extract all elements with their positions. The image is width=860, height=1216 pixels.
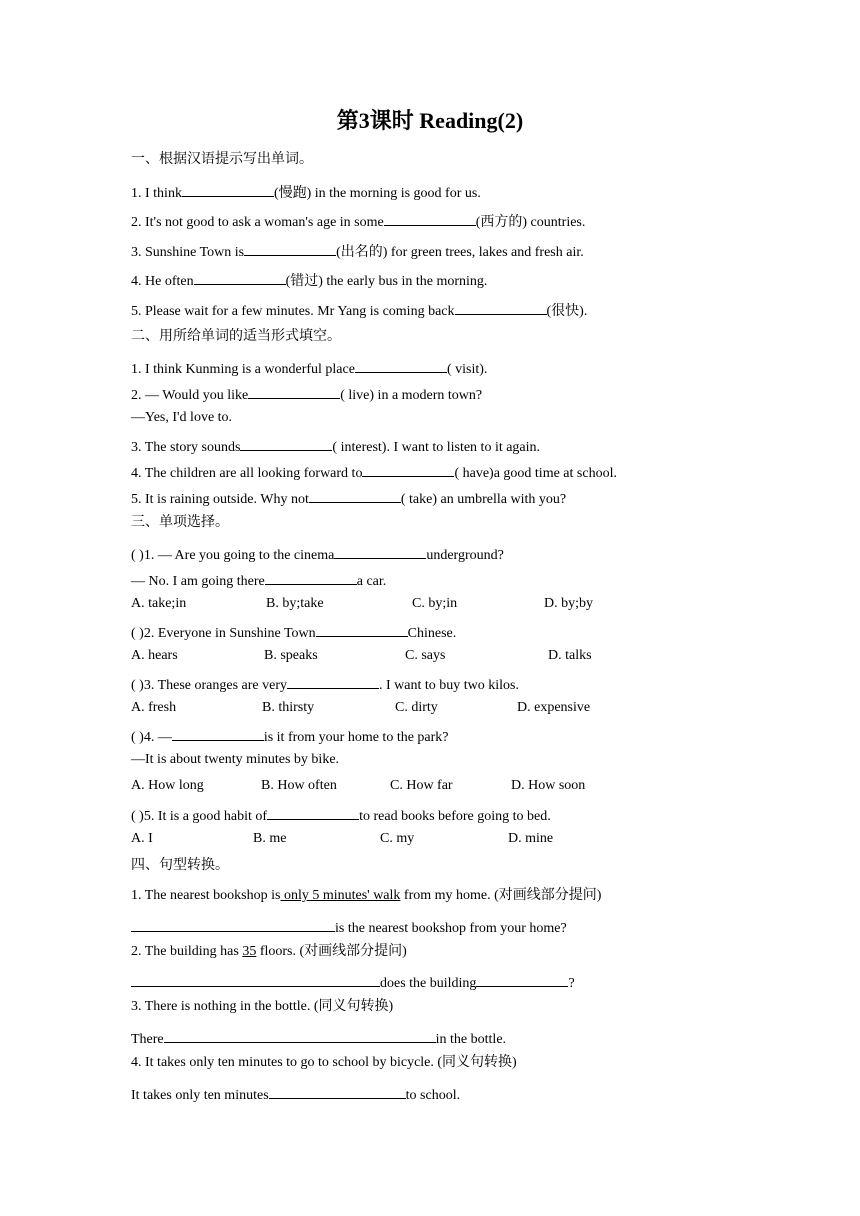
s2-question-3: 3. The story sounds ( interest). I want to listen to it again. xyxy=(131,435,540,457)
answer-blank[interactable] xyxy=(287,673,379,689)
answer-blank[interactable] xyxy=(355,357,447,373)
answer-blank[interactable] xyxy=(362,461,454,477)
s3-question-4: ( )4. — is it from your home to the park? xyxy=(131,725,449,747)
s3-question-4-reply: —It is about twenty minutes by bike. xyxy=(131,752,340,767)
option-d: D. How soon xyxy=(511,778,586,793)
option-c: C. my xyxy=(380,831,415,846)
section-4-heading: 四、句型转换。 xyxy=(131,858,229,873)
answer-blank[interactable] xyxy=(164,1027,436,1043)
s4-answer-1: is the nearest bookshop from your home? xyxy=(131,916,567,938)
s1-question-3: 3. Sunshine Town is (出名的) for green trees, lakes and fresh air. xyxy=(131,240,584,262)
answer-blank[interactable] xyxy=(131,916,335,932)
s4-question-1: 1. The nearest bookshop is only 5 minutes' walk from my home. (对画线部分提问) xyxy=(131,888,602,903)
option-d: D. by;by xyxy=(544,596,593,611)
answer-blank[interactable] xyxy=(309,487,401,503)
s3-question-5: ( )5. It is a good habit of to read books before going to bed. xyxy=(131,804,551,826)
option-c: C. dirty xyxy=(395,700,438,715)
section-2-heading: 二、用所给单词的适当形式填空。 xyxy=(131,329,341,344)
s2-question-5: 5. It is raining outside. Why not ( take) an umbrella with you? xyxy=(131,487,566,509)
option-b: B. speaks xyxy=(264,648,318,663)
answer-blank[interactable] xyxy=(476,971,568,987)
option-a: A. How long xyxy=(131,778,204,793)
option-b: B. me xyxy=(253,831,287,846)
option-a: A. take;in xyxy=(131,596,187,611)
answer-blank[interactable] xyxy=(131,971,380,987)
answer-blank[interactable] xyxy=(334,543,426,559)
option-a: A. fresh xyxy=(131,700,177,715)
s1-question-4: 4. He often (错过) the early bus in the morning. xyxy=(131,269,487,291)
s3-question-2: ( )2. Everyone in Sunshine Town Chinese. xyxy=(131,621,456,643)
option-c: C. by;in xyxy=(412,596,458,611)
section-3-heading: 三、单项选择。 xyxy=(131,515,229,530)
underlined-phrase: only 5 minutes' walk xyxy=(280,888,401,903)
answer-blank[interactable] xyxy=(182,181,274,197)
option-a: A. I xyxy=(131,831,153,846)
page-title: 第3课时 Reading(2) xyxy=(336,108,524,133)
answer-blank[interactable] xyxy=(194,269,286,285)
answer-blank[interactable] xyxy=(244,240,336,256)
s2-question-2: 2. — Would you like ( live) in a modern town? xyxy=(131,383,482,405)
s2-question-2-reply: —Yes, I'd love to. xyxy=(131,410,233,425)
option-c: C. How far xyxy=(390,778,453,793)
option-c: C. says xyxy=(405,648,446,663)
section-1-heading: 一、根据汉语提示写出单词。 xyxy=(131,152,313,167)
s3-question-3: ( )3. These oranges are very . I want to buy two kilos. xyxy=(131,673,519,695)
s4-question-3: 3. There is nothing in the bottle. (同义句转换) xyxy=(131,999,394,1014)
option-b: B. How often xyxy=(261,778,337,793)
option-b: B. by;take xyxy=(266,596,324,611)
s2-question-4: 4. The children are all looking forward to ( have)a good time at school. xyxy=(131,461,617,483)
option-d: D. mine xyxy=(508,831,554,846)
s3-question-1-reply: — No. I am going there a car. xyxy=(131,569,386,591)
s1-question-1: 1. I think (慢跑) in the morning is good for us. xyxy=(131,181,481,203)
answer-blank[interactable] xyxy=(384,210,476,226)
option-d: D. talks xyxy=(548,648,592,663)
answer-blank[interactable] xyxy=(267,804,359,820)
s4-answer-3: There in the bottle. xyxy=(131,1027,506,1049)
s2-question-1: 1. I think Kunming is a wonderful place ( visit). xyxy=(131,357,487,379)
underlined-number: 35 xyxy=(242,944,257,959)
answer-blank[interactable] xyxy=(265,569,357,585)
answer-blank[interactable] xyxy=(240,435,332,451)
option-d: D. expensive xyxy=(517,700,591,715)
s1-question-5: 5. Please wait for a few minutes. Mr Yang is coming back (很快). xyxy=(131,299,587,321)
s1-question-2: 2. It's not good to ask a woman's age in some (西方的) countries. xyxy=(131,210,585,232)
answer-blank[interactable] xyxy=(455,299,547,315)
answer-blank[interactable] xyxy=(316,621,408,637)
answer-blank[interactable] xyxy=(248,383,340,399)
s4-answer-4: It takes only ten minutes to school. xyxy=(131,1083,460,1105)
option-b: B. thirsty xyxy=(262,700,315,715)
option-a: A. hears xyxy=(131,648,178,663)
answer-blank[interactable] xyxy=(269,1083,406,1099)
s4-question-4: 4. It takes only ten minutes to go to school by bicycle. (同义句转换) xyxy=(131,1055,517,1070)
s4-answer-2: does the building ? xyxy=(131,971,575,993)
s3-question-1: ( )1. — Are you going to the cinema underground? xyxy=(131,543,504,565)
answer-blank[interactable] xyxy=(172,725,264,741)
s4-question-2: 2. The building has 35 floors. (对画线部分提问) xyxy=(131,944,407,959)
